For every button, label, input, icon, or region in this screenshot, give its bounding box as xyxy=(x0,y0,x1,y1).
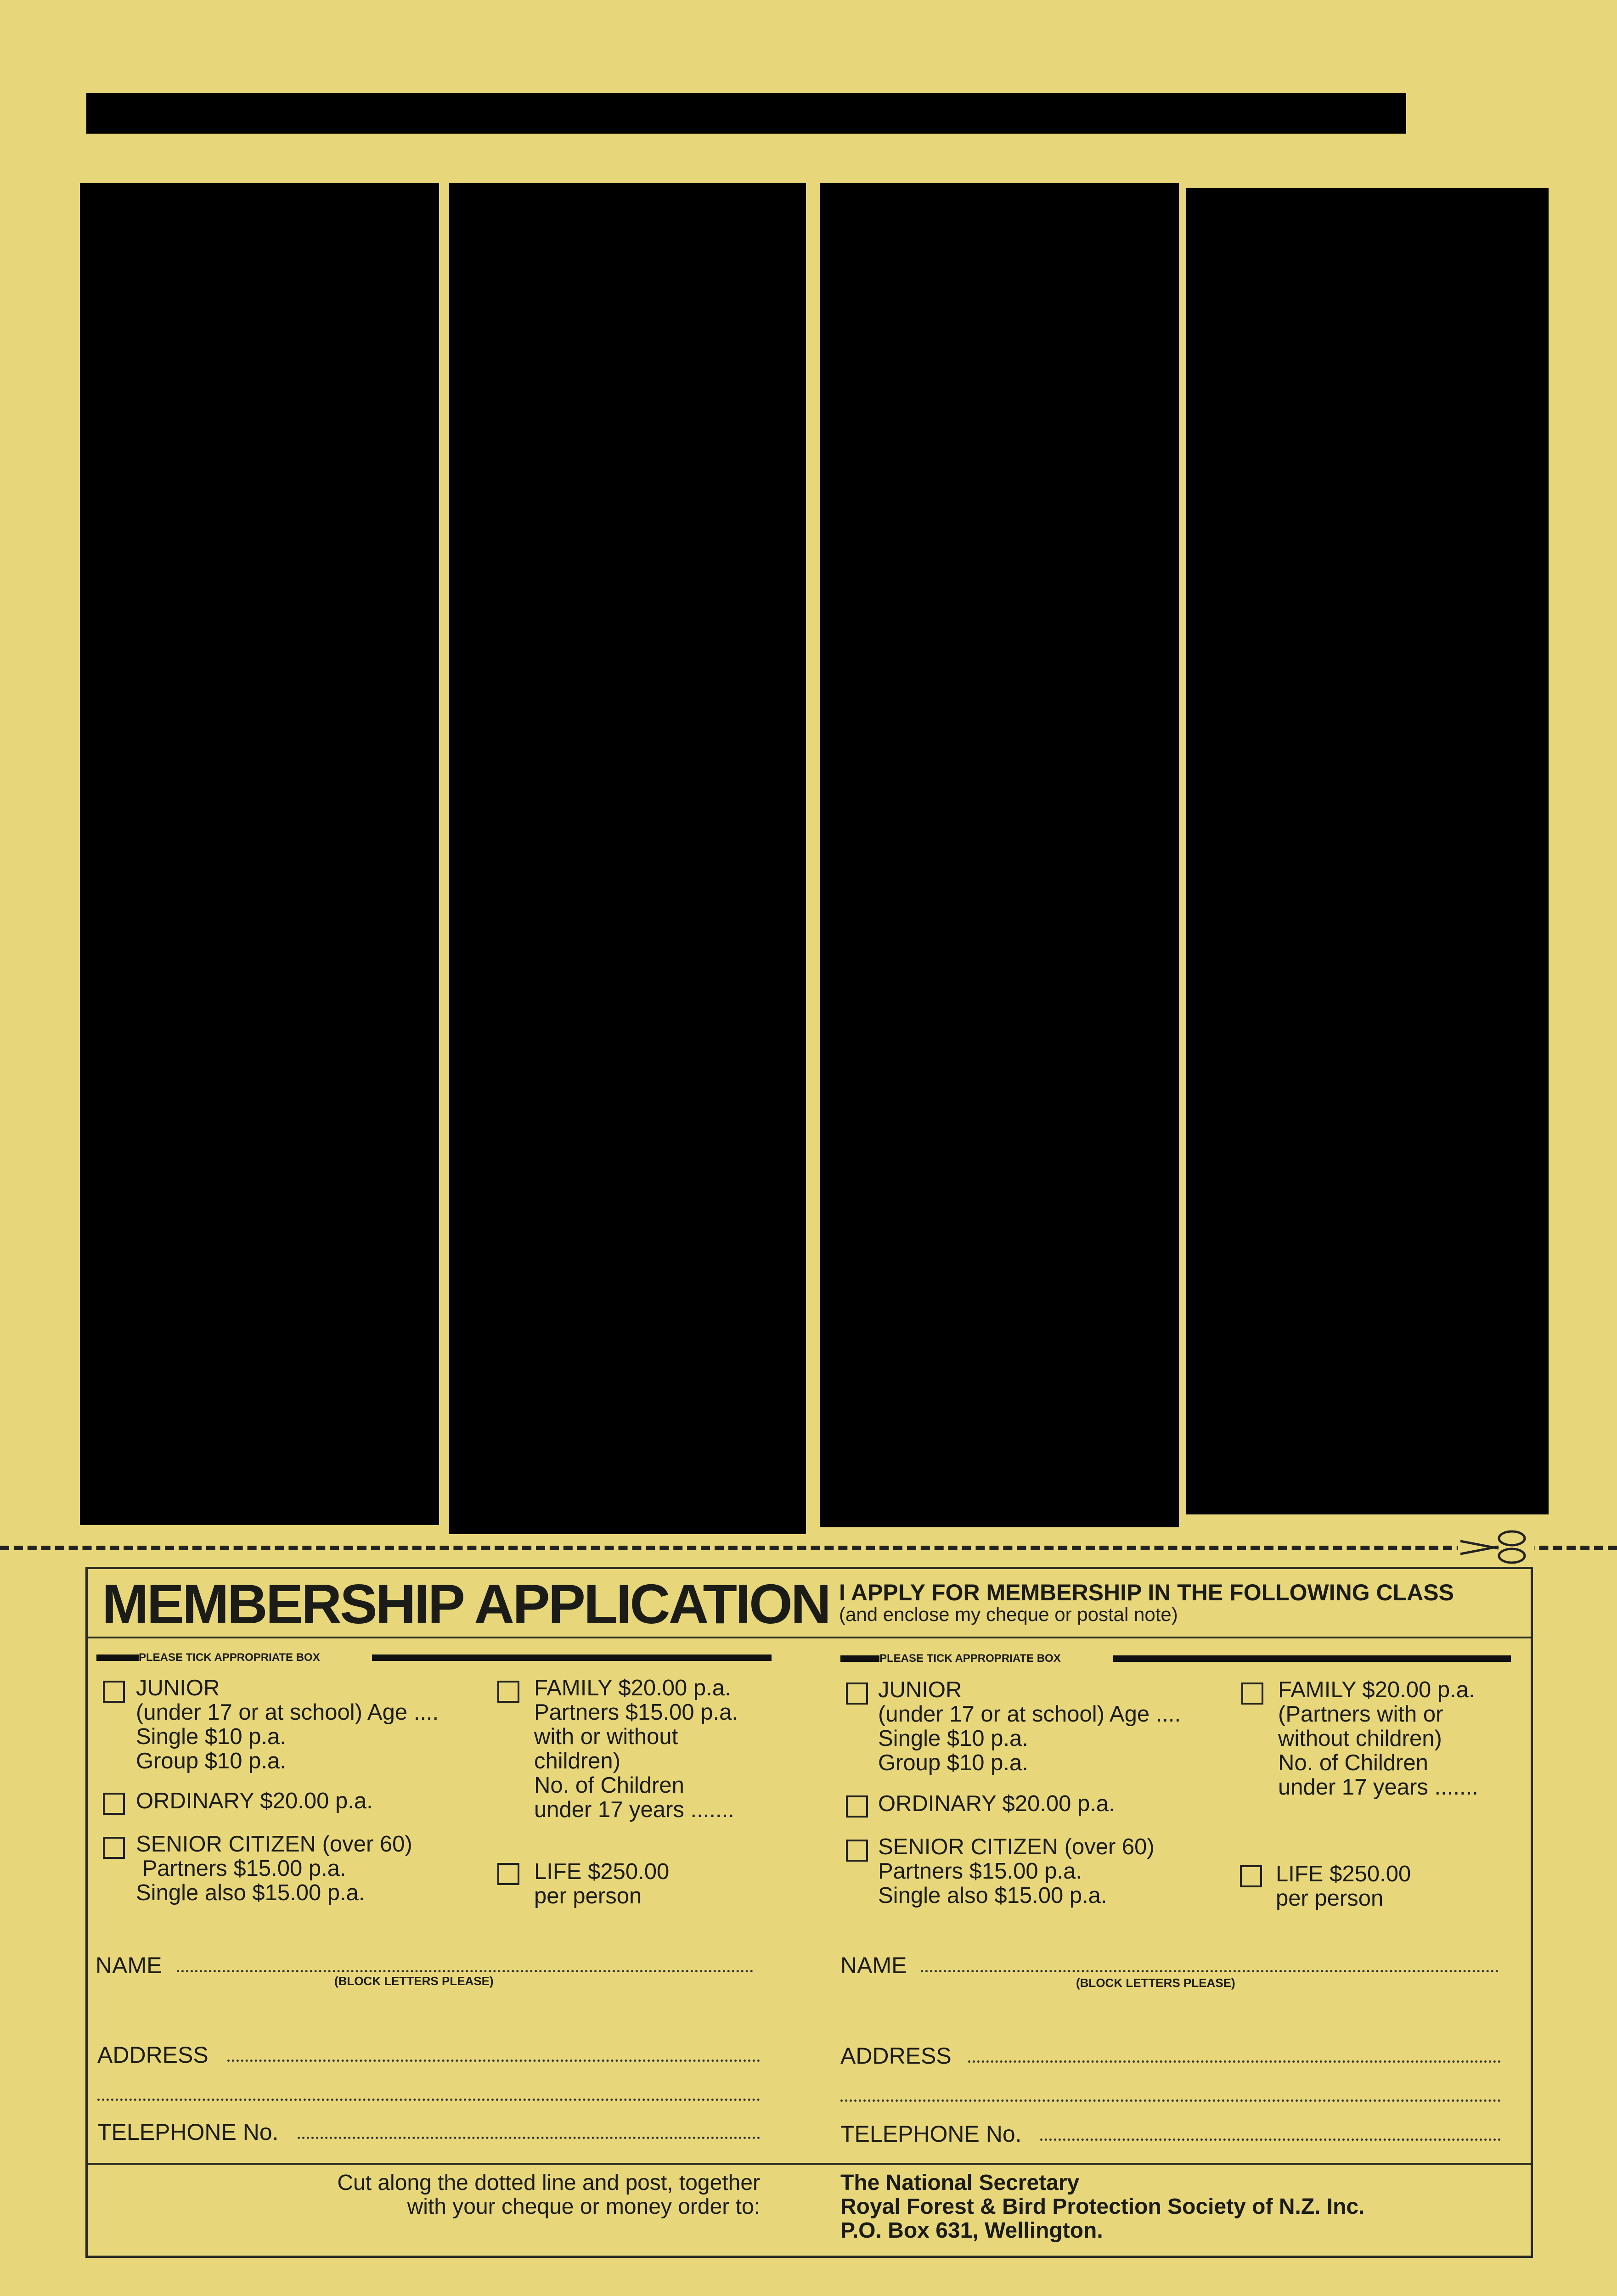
tick-bar-right-short xyxy=(840,1655,879,1662)
senior-option-right: SENIOR CITIZEN (over 60) Partners $15.00 p.a. Single also $15.00 p.a. xyxy=(878,1835,1155,1908)
redacted-column-1 xyxy=(80,183,439,1525)
address-field-right-2[interactable] xyxy=(840,2099,1501,2102)
junior-option-right: JUNIOR (under 17 or at school) Age .... Single $10 p.a. Group $10 p.a. xyxy=(878,1677,1181,1775)
junior-checkbox-right[interactable] xyxy=(846,1683,868,1705)
life-checkbox-right[interactable] xyxy=(1240,1865,1262,1887)
apply-subtitle: (and enclose my cheque or postal note) xyxy=(839,1604,1178,1625)
life-option-right: LIFE $250.00 per person xyxy=(1276,1862,1411,1911)
ordinary-option-right: ORDINARY $20.00 p.a. xyxy=(878,1791,1115,1816)
tick-bar-right-long xyxy=(1113,1655,1511,1662)
tick-bar-left-short xyxy=(96,1654,139,1661)
cut-line xyxy=(0,1546,1617,1550)
tick-instruction-right xyxy=(840,1653,1511,1664)
block-letters-hint-right: (BLOCK LETTERS PLEASE) xyxy=(1076,1976,1235,1990)
form-footer-divider xyxy=(85,2163,1533,2165)
telephone-field-right[interactable] xyxy=(1040,2138,1501,2141)
senior-option-left: SENIOR CITIZEN (over 60) Partners $15.00 p.a. Single also $15.00 p.a. xyxy=(136,1832,412,1905)
tick-label-right: PLEASE TICK APPROPRIATE BOX xyxy=(879,1652,1061,1665)
tick-bar-left-long xyxy=(372,1654,772,1661)
family-option-left: FAMILY $20.00 p.a. Partners $15.00 p.a. with or without children) No. of Children under 17 years ....... xyxy=(534,1676,738,1822)
senior-checkbox-right[interactable] xyxy=(846,1840,868,1862)
address-field-right-1[interactable] xyxy=(968,2060,1501,2063)
life-checkbox-left[interactable] xyxy=(497,1863,519,1885)
family-checkbox-left[interactable] xyxy=(497,1681,519,1703)
telephone-field-left[interactable] xyxy=(298,2137,760,2139)
telephone-label-right: TELEPHONE No. xyxy=(840,2121,1022,2147)
junior-option-left: JUNIOR (under 17 or at school) Age .... Single $10 p.a. Group $10 p.a. xyxy=(136,1676,439,1773)
tick-instruction-left xyxy=(96,1652,772,1663)
redacted-header-bar xyxy=(86,93,1406,134)
redacted-column-2 xyxy=(449,183,806,1534)
redacted-column-4 xyxy=(1186,188,1549,1514)
form-heading: MEMBERSHIP APPLICATION xyxy=(102,1573,829,1635)
tick-label-left: PLEASE TICK APPROPRIATE BOX xyxy=(139,1651,320,1664)
cut-instructions: Cut along the dotted line and post, together with your cheque or money order to: xyxy=(337,2171,760,2219)
address-label-left: ADDRESS xyxy=(97,2042,208,2068)
name-field-left[interactable] xyxy=(177,1970,753,1972)
scissors-icon xyxy=(1458,1528,1534,1565)
ordinary-checkbox-right[interactable] xyxy=(846,1795,868,1818)
name-field-right[interactable] xyxy=(921,1970,1499,1972)
apply-title: I APPLY FOR MEMBERSHIP IN THE FOLLOWING CLASS xyxy=(839,1580,1454,1605)
address-field-left-2[interactable] xyxy=(97,2099,760,2101)
life-option-left: LIFE $250.00 per person xyxy=(534,1859,670,1908)
membership-form xyxy=(85,1567,1533,2258)
family-checkbox-right[interactable] xyxy=(1241,1683,1263,1705)
family-option-right: FAMILY $20.00 p.a. (Partners with or without children) No. of Children under 17 years ....... xyxy=(1278,1677,1478,1800)
senior-checkbox-left[interactable] xyxy=(103,1837,125,1859)
block-letters-hint-left: (BLOCK LETTERS PLEASE) xyxy=(334,1974,494,1988)
form-header-divider xyxy=(85,1637,1533,1638)
telephone-label-left: TELEPHONE No. xyxy=(97,2119,279,2145)
postal-address: The National Secretary Royal Forest & Bird Protection Society of N.Z. Inc. P.O. Box 631, Wellington. xyxy=(840,2171,1365,2243)
junior-checkbox-left[interactable] xyxy=(103,1681,125,1703)
name-label-right: NAME xyxy=(840,1953,907,1978)
ordinary-option-left: ORDINARY $20.00 p.a. xyxy=(136,1789,373,1813)
redacted-column-3 xyxy=(820,183,1179,1527)
name-label-left: NAME xyxy=(96,1953,162,1978)
address-label-right: ADDRESS xyxy=(840,2043,952,2069)
address-field-left-1[interactable] xyxy=(227,2060,760,2062)
ordinary-checkbox-left[interactable] xyxy=(103,1793,125,1815)
